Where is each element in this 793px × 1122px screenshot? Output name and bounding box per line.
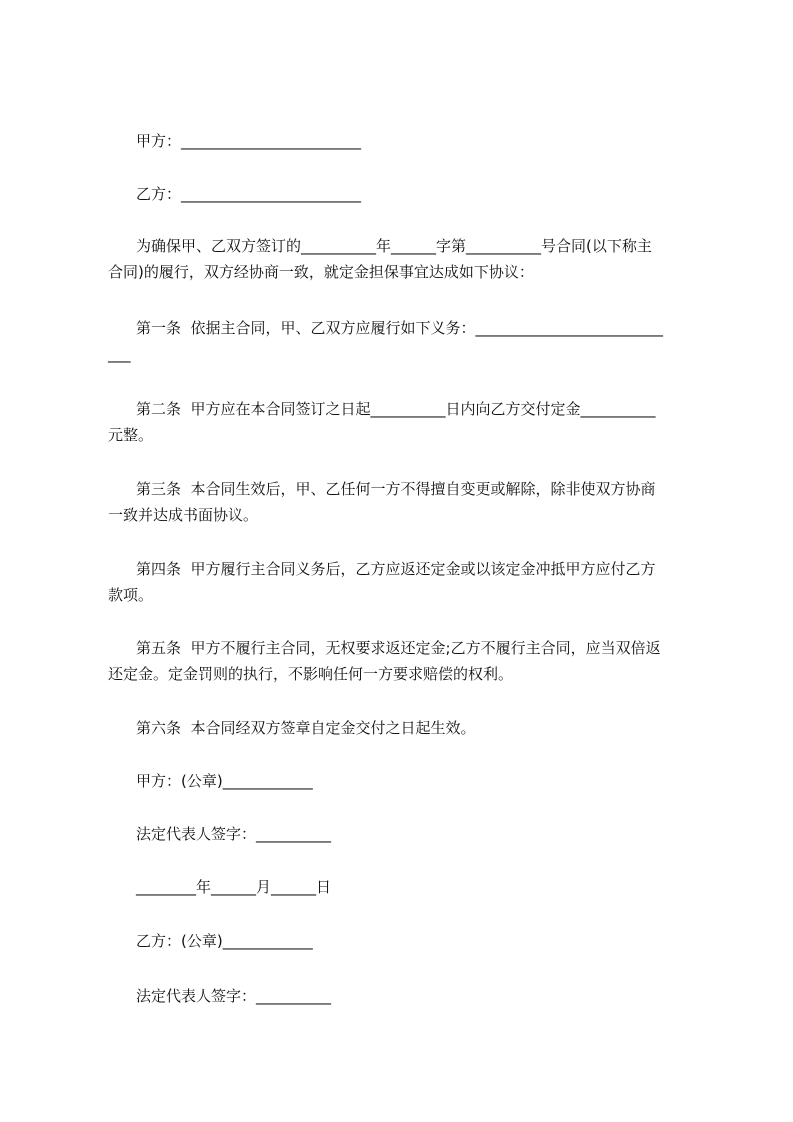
intro-paragraph: [108, 233, 702, 285]
article-4: [108, 556, 702, 608]
article-5: [108, 635, 702, 687]
article-2: [108, 396, 702, 448]
party-a-line: 甲方：________________________: [136, 132, 362, 150]
party-b-line: 乙方：________________________: [136, 185, 362, 203]
article-1-line-2: ___: [108, 345, 131, 363]
article-3-line-2: 一致并达成书面协议。: [108, 506, 259, 524]
article-3: [108, 476, 702, 528]
article-5-line-2: 还定金。定金罚则的执行，不影响任何一方要求赔偿的权利。: [108, 665, 514, 683]
intro-line-1: 为确保甲、乙双方签订的__________年______字第__________号合同(以下称主: [136, 237, 652, 255]
article-4-line-2: 款项。: [108, 586, 154, 604]
party-b-representative-line: 法定代表人签字：__________: [136, 987, 332, 1005]
article-3-line-1: 第三条 本合同生效后，甲、乙任何一方不得擅自变更或解除，除非使双方协商: [136, 480, 656, 498]
intro-line-2: 合同)的履行，双方经协商一致，就定金担保事宜达成如下协议：: [108, 263, 534, 281]
article-2-line-1: 第二条 甲方应在本合同签订之日起__________日内向乙方交付定金__________: [136, 400, 656, 418]
article-1-line-1: 第一条 依据主合同，甲、乙双方应履行如下义务：_________________________: [136, 319, 664, 337]
article-4-line-1: 第四条 甲方履行主合同义务后，乙方应返还定金或以该定金冲抵甲方应付乙方: [136, 560, 656, 578]
signing-date-line: ________年______月______日: [136, 878, 332, 896]
party-b-seal-line: 乙方：(公章)____________: [136, 932, 313, 950]
article-2-line-2: 元整。: [108, 426, 154, 444]
party-a-seal-line: 甲方：(公章)____________: [136, 772, 313, 790]
party-a-representative-line: 法定代表人签字：__________: [136, 825, 332, 843]
article-1: [108, 315, 702, 367]
article-6: 第六条 本合同经双方签章自定金交付之日起生效。: [136, 719, 476, 737]
article-5-line-1: 第五条 甲方不履行主合同，无权要求返还定金;乙方不履行主合同，应当双倍返: [136, 639, 661, 657]
